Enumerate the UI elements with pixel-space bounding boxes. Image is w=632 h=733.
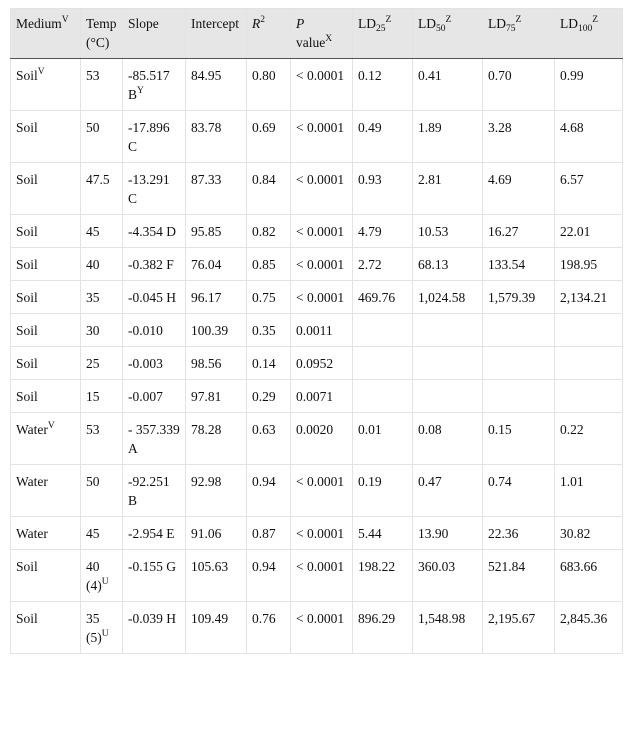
cell-medium: Soil xyxy=(11,347,81,380)
cell-temp: 45 xyxy=(81,517,123,550)
cell-p-value: 0.0020 xyxy=(291,413,353,465)
header-slope: Slope xyxy=(123,9,186,59)
cell-p-value: < 0.0001 xyxy=(291,281,353,314)
cell-slope: -85.517 $B^Y$ xyxy=(123,59,186,111)
cell-ld100: 683.66 xyxy=(555,550,623,602)
cell-ld100 xyxy=(555,380,623,413)
cell-r2: 0.94 xyxy=(247,550,291,602)
cell-medium: Soil xyxy=(11,314,81,347)
cell-temp: 45 xyxy=(81,215,123,248)
cell-temp: 35 xyxy=(81,281,123,314)
cell-slope: -0.010 xyxy=(123,314,186,347)
regression-table xyxy=(10,8,623,654)
cell-temp: 47.5 xyxy=(81,163,123,215)
cell-ld75: 1,579.39 xyxy=(483,281,555,314)
cell-medium: Soil xyxy=(11,111,81,163)
table-row xyxy=(11,347,623,380)
cell-ld25: 896.29 xyxy=(353,602,413,654)
cell-ld75: 22.36 xyxy=(483,517,555,550)
cell-medium: Water xyxy=(11,465,81,517)
cell-p-value: < 0.0001 xyxy=(291,550,353,602)
cell-ld75: 521.84 xyxy=(483,550,555,602)
header-intercept: Intercept xyxy=(186,9,247,59)
table-row xyxy=(11,465,623,517)
cell-intercept: 78.28 xyxy=(186,413,247,465)
cell-intercept: 84.95 xyxy=(186,59,247,111)
cell-ld100 xyxy=(555,314,623,347)
cell-ld100: 2,134.21 xyxy=(555,281,623,314)
cell-intercept: 91.06 xyxy=(186,517,247,550)
cell-ld100: 2,845.36 xyxy=(555,602,623,654)
cell-intercept: 96.17 xyxy=(186,281,247,314)
cell-temp: 35 $(5)^U$ xyxy=(81,602,123,654)
cell-medium: Water xyxy=(11,517,81,550)
cell-slope: -13.291 C xyxy=(123,163,186,215)
table-row xyxy=(11,281,623,314)
header-row xyxy=(11,9,623,59)
table-row xyxy=(11,380,623,413)
cell-medium: Soil xyxy=(11,380,81,413)
table-row xyxy=(11,111,623,163)
cell-intercept: 109.49 xyxy=(186,602,247,654)
cell-ld25: 0.12 xyxy=(353,59,413,111)
cell-temp: 40 $(4)^U$ xyxy=(81,550,123,602)
cell-ld50: 10.53 xyxy=(413,215,483,248)
cell-ld25: 2.72 xyxy=(353,248,413,281)
cell-slope: - 357.339 A xyxy=(123,413,186,465)
cell-medium: Soil xyxy=(11,248,81,281)
cell-temp: 15 xyxy=(81,380,123,413)
cell-r2: 0.87 xyxy=(247,517,291,550)
cell-slope: -17.896 C xyxy=(123,111,186,163)
cell-temp: 25 xyxy=(81,347,123,380)
cell-intercept: 97.81 xyxy=(186,380,247,413)
cell-p-value: < 0.0001 xyxy=(291,215,353,248)
cell-ld75: 4.69 xyxy=(483,163,555,215)
cell-medium: Soil$^V$ xyxy=(11,59,81,111)
cell-ld75: 133.54 xyxy=(483,248,555,281)
cell-medium: Soil xyxy=(11,163,81,215)
table-row xyxy=(11,163,623,215)
cell-ld75: 3.28 xyxy=(483,111,555,163)
cell-ld50 xyxy=(413,347,483,380)
cell-ld25: 0.01 xyxy=(353,413,413,465)
table-row xyxy=(11,602,623,654)
header-ld100: $LD_{100}^Z$ xyxy=(555,9,623,59)
cell-temp: 53 xyxy=(81,413,123,465)
cell-intercept: 95.85 xyxy=(186,215,247,248)
cell-slope: -0.382 F xyxy=(123,248,186,281)
cell-ld25: 5.44 xyxy=(353,517,413,550)
cell-p-value: 0.0071 xyxy=(291,380,353,413)
cell-ld75: 0.15 xyxy=(483,413,555,465)
cell-p-value: < 0.0001 xyxy=(291,602,353,654)
cell-intercept: 87.33 xyxy=(186,163,247,215)
cell-r2: 0.29 xyxy=(247,380,291,413)
cell-slope: -4.354 D xyxy=(123,215,186,248)
table-row xyxy=(11,413,623,465)
cell-ld50: 360.03 xyxy=(413,550,483,602)
cell-intercept: 76.04 xyxy=(186,248,247,281)
cell-ld50: 2.81 xyxy=(413,163,483,215)
cell-slope: -0.155 G xyxy=(123,550,186,602)
cell-intercept: 83.78 xyxy=(186,111,247,163)
cell-ld75: 0.74 xyxy=(483,465,555,517)
cell-r2: 0.84 xyxy=(247,163,291,215)
cell-ld50: 1.89 xyxy=(413,111,483,163)
cell-slope: -0.003 xyxy=(123,347,186,380)
cell-ld25 xyxy=(353,347,413,380)
cell-ld50 xyxy=(413,314,483,347)
cell-intercept: 92.98 xyxy=(186,465,247,517)
cell-ld75 xyxy=(483,314,555,347)
cell-slope: -0.045 H xyxy=(123,281,186,314)
cell-medium: Soil xyxy=(11,550,81,602)
header-temp: Temp (°C) xyxy=(81,9,123,59)
table-row xyxy=(11,517,623,550)
cell-ld100: 0.99 xyxy=(555,59,623,111)
cell-p-value: < 0.0001 xyxy=(291,111,353,163)
cell-ld50: 13.90 xyxy=(413,517,483,550)
cell-slope: -0.039 H xyxy=(123,602,186,654)
cell-ld25: 198.22 xyxy=(353,550,413,602)
table-row xyxy=(11,59,623,111)
cell-ld50: 1,024.58 xyxy=(413,281,483,314)
cell-ld100: 0.22 xyxy=(555,413,623,465)
cell-ld100: 22.01 xyxy=(555,215,623,248)
cell-r2: 0.69 xyxy=(247,111,291,163)
cell-p-value: < 0.0001 xyxy=(291,59,353,111)
cell-ld25: 0.49 xyxy=(353,111,413,163)
cell-p-value: < 0.0001 xyxy=(291,163,353,215)
cell-p-value: < 0.0001 xyxy=(291,248,353,281)
cell-temp: 40 xyxy=(81,248,123,281)
cell-p-value: 0.0011 xyxy=(291,314,353,347)
cell-p-value: < 0.0001 xyxy=(291,517,353,550)
cell-ld100: 4.68 xyxy=(555,111,623,163)
cell-intercept: 100.39 xyxy=(186,314,247,347)
cell-slope: -0.007 xyxy=(123,380,186,413)
cell-r2: 0.75 xyxy=(247,281,291,314)
cell-ld100: 1.01 xyxy=(555,465,623,517)
cell-ld75: 2,195.67 xyxy=(483,602,555,654)
cell-medium: Soil xyxy=(11,215,81,248)
cell-temp: 30 xyxy=(81,314,123,347)
cell-ld75: 0.70 xyxy=(483,59,555,111)
header-p-value: P value$^X$ xyxy=(291,9,353,59)
cell-ld75: 16.27 xyxy=(483,215,555,248)
cell-ld50: 1,548.98 xyxy=(413,602,483,654)
header-ld25: $LD_{25}^Z$ xyxy=(353,9,413,59)
table-row xyxy=(11,314,623,347)
cell-ld25 xyxy=(353,380,413,413)
cell-ld100: 6.57 xyxy=(555,163,623,215)
cell-ld25: 0.19 xyxy=(353,465,413,517)
cell-ld50: 0.41 xyxy=(413,59,483,111)
cell-medium: Soil xyxy=(11,281,81,314)
cell-slope: -2.954 E xyxy=(123,517,186,550)
table-row xyxy=(11,550,623,602)
cell-ld50: 0.47 xyxy=(413,465,483,517)
cell-r2: 0.94 xyxy=(247,465,291,517)
table-row xyxy=(11,248,623,281)
header-ld50: $LD_{50}^Z$ xyxy=(413,9,483,59)
cell-ld25: 0.93 xyxy=(353,163,413,215)
cell-p-value: 0.0952 xyxy=(291,347,353,380)
header-medium: Medium$^V$ xyxy=(11,9,81,59)
cell-r2: 0.85 xyxy=(247,248,291,281)
cell-ld75 xyxy=(483,347,555,380)
cell-slope: -92.251 B xyxy=(123,465,186,517)
cell-ld100 xyxy=(555,347,623,380)
cell-ld25: 469.76 xyxy=(353,281,413,314)
cell-intercept: 105.63 xyxy=(186,550,247,602)
cell-intercept: 98.56 xyxy=(186,347,247,380)
cell-r2: 0.80 xyxy=(247,59,291,111)
cell-r2: 0.82 xyxy=(247,215,291,248)
table-row xyxy=(11,215,623,248)
cell-r2: 0.76 xyxy=(247,602,291,654)
header-ld75: $LD_{75}^Z$ xyxy=(483,9,555,59)
cell-r2: 0.63 xyxy=(247,413,291,465)
cell-temp: 53 xyxy=(81,59,123,111)
header-r2: $R^2$ xyxy=(247,9,291,59)
cell-ld75 xyxy=(483,380,555,413)
cell-ld100: 30.82 xyxy=(555,517,623,550)
cell-r2: 0.14 xyxy=(247,347,291,380)
cell-ld25 xyxy=(353,314,413,347)
cell-ld50: 0.08 xyxy=(413,413,483,465)
cell-temp: 50 xyxy=(81,465,123,517)
cell-medium: Soil xyxy=(11,602,81,654)
cell-r2: 0.35 xyxy=(247,314,291,347)
cell-temp: 50 xyxy=(81,111,123,163)
cell-ld50 xyxy=(413,380,483,413)
cell-medium: Water$^V$ xyxy=(11,413,81,465)
cell-ld50: 68.13 xyxy=(413,248,483,281)
cell-p-value: < 0.0001 xyxy=(291,465,353,517)
cell-ld100: 198.95 xyxy=(555,248,623,281)
cell-ld25: 4.79 xyxy=(353,215,413,248)
